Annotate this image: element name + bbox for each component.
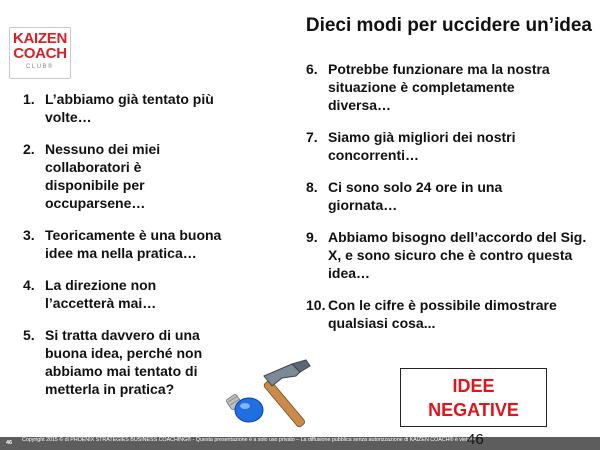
negative-box-line-2: NEGATIVE: [428, 400, 519, 420]
list-item: [306, 60, 591, 114]
left-list: [23, 90, 253, 398]
list-item-text: Ci sono solo 24 ore in una giornata…: [328, 179, 503, 213]
list-item-text: Abbiamo bisogno dell’accordo del Sig. X, e sono sicuro che è contro questa idea…: [328, 229, 587, 281]
footer-page-number: 46: [6, 440, 13, 446]
negative-ideas-box: [400, 368, 547, 427]
list-item-text: Siamo già migliori dei nostri concorrenti…: [328, 129, 516, 163]
right-list: [306, 60, 591, 332]
footer-copyright: Copyright 2015 © di PHOENIX STRATEGIES BUSINESS COACHING® - Questa presentazione è a solo uso privato – La diffusione pubblica senza autorizzazione di KAIZEN COACH® è vietata: [22, 437, 475, 443]
list-item: [306, 128, 591, 164]
light-bulb-icon: [226, 394, 263, 422]
list-item-number: 4.: [23, 277, 35, 293]
list-item-text: L’abbiamo già tentato più volte…: [45, 91, 214, 125]
list-item-text: Si tratta davvero di una buona idea, perché non abbiamo mai tentato di metterla in pratica?: [45, 327, 203, 397]
list-item-number: 3.: [23, 227, 35, 243]
list-item: [306, 178, 591, 214]
list-item-text: Potrebbe funzionare ma la nostra situazione è completamente diversa…: [328, 61, 550, 113]
list-item: [23, 226, 253, 262]
list-item-number: 2.: [23, 141, 35, 157]
logo-line-1: KAIZEN: [12, 30, 68, 47]
hammer-and-bulb-illustration: [222, 358, 342, 438]
list-item-number: 5.: [23, 327, 35, 343]
list-item: [306, 296, 591, 332]
kaizen-coach-club-logo: [9, 27, 71, 79]
list-item: [23, 140, 253, 212]
list-item-text: Con le cifre è possibile dimostrare qualsiasi cosa...: [328, 297, 557, 331]
list-item-text: La direzione non l’accetterà mai…: [45, 277, 157, 311]
list-item-number: 10.: [306, 297, 326, 313]
list-item-number: 7.: [306, 129, 318, 145]
list-item-number: 8.: [306, 179, 318, 195]
logo-line-3: CLUB®: [26, 64, 54, 70]
list-item: [23, 326, 253, 398]
list-item: [23, 90, 253, 126]
slide-title: Dieci modi per uccidere un’idea: [305, 15, 592, 36]
footer-bar: [0, 437, 600, 450]
list-item-number: 1.: [23, 91, 35, 107]
list-item-number: 6.: [306, 61, 318, 77]
list-item: [23, 276, 253, 312]
logo-line-2: COACH: [13, 45, 67, 62]
list-item-text: Nessuno dei miei collaboratori è disponibile per occuparsene…: [45, 141, 161, 211]
negative-box-line-1: IDEE: [452, 376, 495, 396]
list-item: [306, 228, 591, 282]
list-item-number: 9.: [306, 229, 318, 245]
page-number: 46: [467, 431, 484, 448]
hammer-icon: [263, 360, 310, 428]
list-item-text: Teoricamente è una buona idee ma nella pratica…: [45, 227, 222, 261]
